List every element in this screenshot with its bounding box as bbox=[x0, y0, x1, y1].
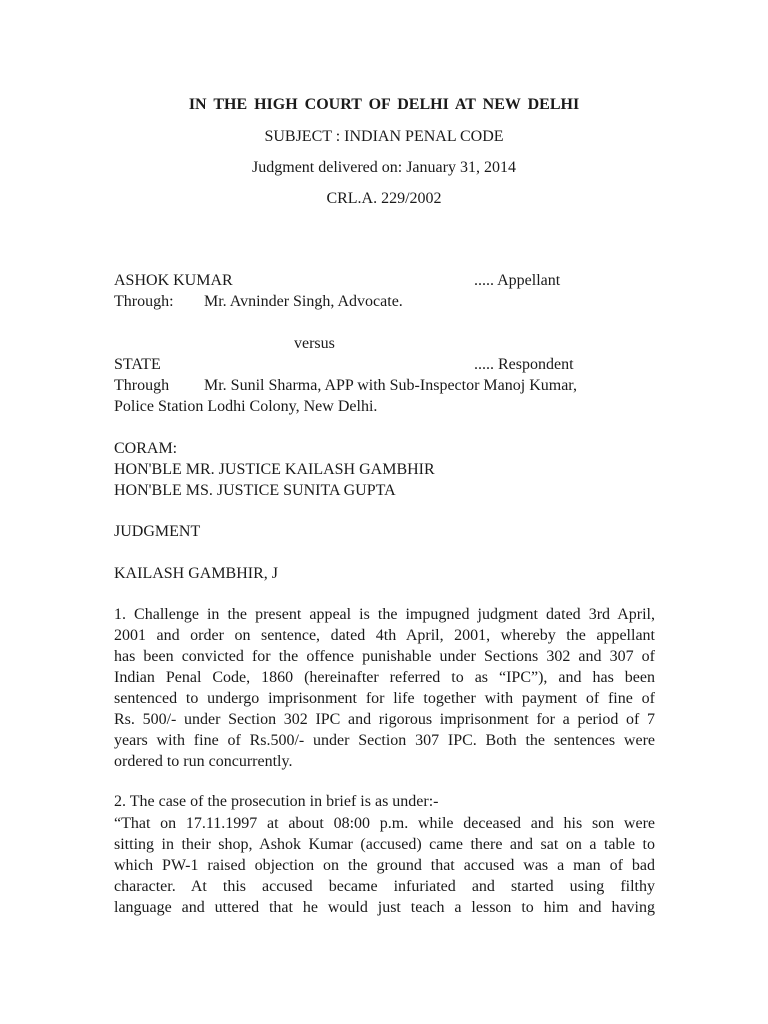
paragraph-line: 1. Challenge in the present appeal is the impugned judgment dated 3rd April, bbox=[114, 606, 655, 623]
respondent-name: STATE bbox=[114, 356, 161, 373]
paragraph-line: sitting in their shop, Ashok Kumar (accused) came there and sat on a table to bbox=[114, 836, 655, 853]
coram-judge-2: HON'BLE MS. JUSTICE SUNITA GUPTA bbox=[114, 482, 396, 499]
appellant-role: ..... Appellant bbox=[474, 272, 561, 289]
court-title: IN THE HIGH COURT OF DELHI AT NEW DELHI bbox=[188, 96, 580, 113]
judgment-author: KAILASH GAMBHIR, J bbox=[114, 565, 279, 582]
paragraph-2 bbox=[114, 813, 655, 918]
paragraph-line: language and uttered that he would just teach a lesson to him and having bbox=[114, 899, 655, 916]
appellant-counsel: Mr. Avninder Singh, Advocate. bbox=[204, 293, 403, 310]
versus-label: versus bbox=[294, 335, 335, 352]
appellant-name: ASHOK KUMAR bbox=[114, 272, 233, 289]
paragraph-line: sentenced to undergo imprisonment for life together with payment of fine of bbox=[114, 690, 655, 707]
paragraph-line: “That on 17.11.1997 at about 08:00 p.m. while deceased and his son were bbox=[114, 815, 655, 832]
coram-label: CORAM: bbox=[114, 440, 178, 457]
paragraph-line: 2001 and order on sentence, dated 4th April, 2001, whereby the appellant bbox=[114, 627, 655, 644]
paragraph-line: Indian Penal Code, 1860 (hereinafter referred to as “IPC”), and has been bbox=[114, 669, 655, 686]
subject-line: SUBJECT : INDIAN PENAL CODE bbox=[264, 128, 504, 145]
appellant-through-label: Through: bbox=[114, 293, 174, 310]
paragraph-line: ordered to run concurrently. bbox=[114, 753, 293, 770]
respondent-counsel-continued: Police Station Lodhi Colony, New Delhi. bbox=[114, 398, 378, 415]
paragraph-1 bbox=[114, 604, 655, 772]
respondent-counsel: Mr. Sunil Sharma, APP with Sub-Inspector Manoj Kumar, bbox=[204, 377, 577, 394]
case-number: CRL.A. 229/2002 bbox=[326, 190, 442, 207]
paragraph-line: Rs. 500/- under Section 302 IPC and rigorous imprisonment for a period of 7 bbox=[114, 711, 655, 728]
judgment-date: Judgment delivered on: January 31, 2014 bbox=[252, 159, 516, 176]
paragraph-line: has been convicted for the offence punishable under Sections 302 and 307 of bbox=[114, 648, 655, 665]
respondent-role: ..... Respondent bbox=[474, 356, 574, 373]
paragraph-line: years with fine of Rs.500/- under Section 307 IPC. Both the sentences were bbox=[114, 732, 655, 749]
paragraph-2-heading: 2. The case of the prosecution in brief is as under:- bbox=[114, 793, 439, 810]
paragraph-line: which PW-1 raised objection on the ground that accused was a man of bad bbox=[114, 857, 655, 874]
judgment-heading: JUDGMENT bbox=[114, 523, 201, 540]
respondent-through-label: Through bbox=[114, 377, 170, 394]
paragraph-line: character. At this accused became infuriated and started using filthy bbox=[114, 878, 655, 895]
coram-judge-1: HON'BLE MR. JUSTICE KAILASH GAMBHIR bbox=[114, 461, 435, 478]
